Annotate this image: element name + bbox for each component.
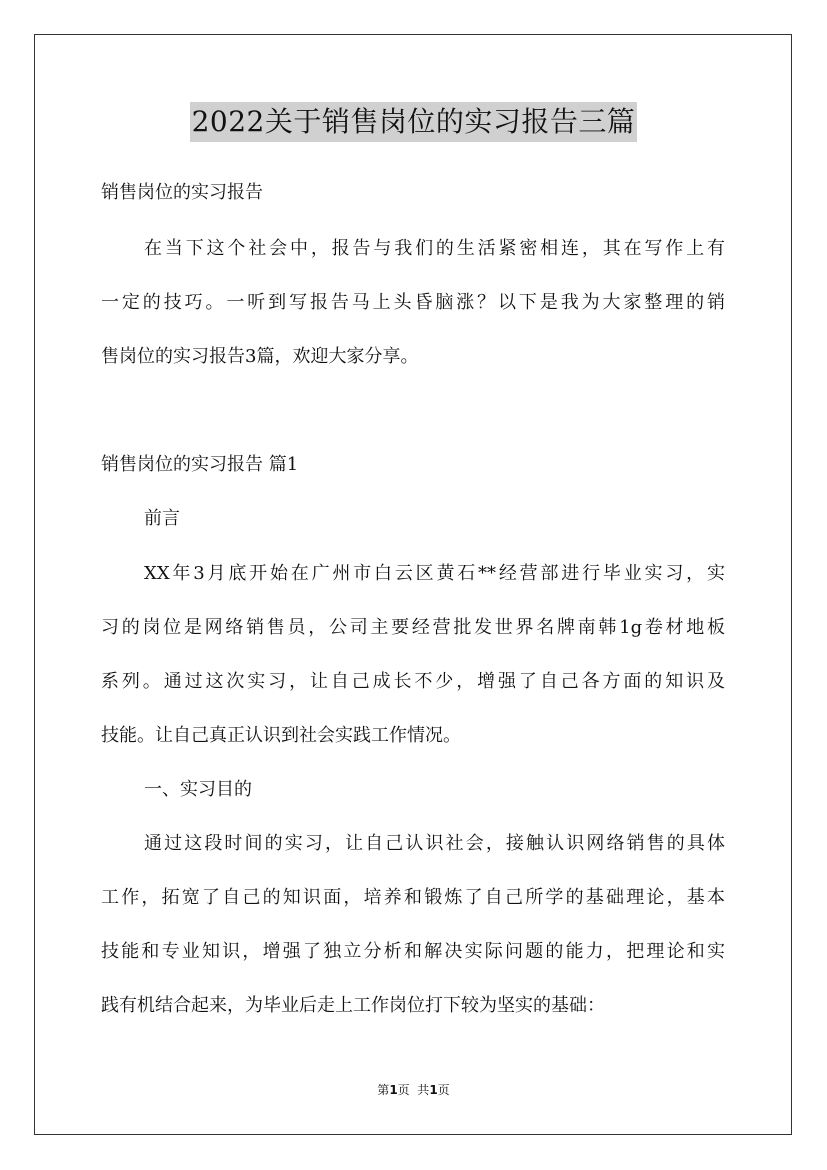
document-title: 2022关于销售岗位的实习报告三篇 — [190, 102, 638, 142]
footer-prefix: 第 — [377, 1083, 390, 1097]
footer-mid: 页 共 — [397, 1083, 430, 1097]
title-container — [0, 102, 827, 142]
page-footer — [0, 1082, 827, 1098]
footer-total-pages: 1 — [429, 1083, 438, 1097]
section1-line-4: 践有机结合起来，为毕业后走上工作岗位打下较为坚实的基础： — [101, 995, 605, 1016]
intro-line-1: 在当下这个社会中，报告与我们的生活紧密相连，其在写作上有 — [144, 238, 725, 259]
preface-label: 前言 — [144, 508, 180, 529]
section1-line-3: 技能和专业知识，增强了独立分析和解决实际问题的能力，把理论和实 — [101, 941, 725, 962]
intro-line-3: 售岗位的实习报告3篇，欢迎大家分享。 — [101, 346, 419, 367]
preface-line-4: 技能。让自己真正认识到社会实践工作情况。 — [101, 725, 461, 746]
section1-line-1: 通过这段时间的实习，让自己认识社会，接触认识网络销售的具体 — [144, 833, 725, 854]
footer-suffix: 页 — [437, 1083, 450, 1097]
section1-heading: 一、实习目的 — [144, 779, 252, 800]
intro-heading: 销售岗位的实习报告 — [101, 182, 263, 203]
intro-line-2: 一定的技巧。一听到写报告马上头昏脑涨？以下是我为大家整理的销 — [101, 292, 725, 313]
preface-line-1: XX年3月底开始在广州市白云区黄石**经营部进行毕业实习，实 — [144, 563, 725, 584]
preface-line-3: 系列。通过这次实习，让自己成长不少，增强了自己各方面的知识及 — [101, 671, 725, 692]
preface-line-2: 习的岗位是网络销售员，公司主要经营批发世界名牌南韩1g卷材地板 — [101, 617, 725, 638]
footer-page-number: 1 — [389, 1083, 398, 1097]
section1-line-2: 工作，拓宽了自己的知识面，培养和锻炼了自己所学的基础理论，基本 — [101, 887, 725, 908]
part1-heading: 销售岗位的实习报告 篇1 — [101, 454, 299, 475]
